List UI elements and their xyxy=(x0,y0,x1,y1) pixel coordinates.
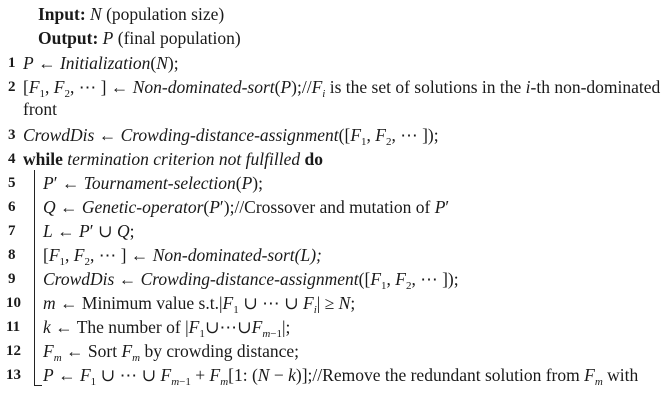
line-text: by crowding distance; xyxy=(140,341,300,361)
line-text: The number of xyxy=(72,317,186,337)
line-number: 13 xyxy=(6,367,21,383)
algo-line-10: m ← Minimum value $s.t.|F_1$ ∪ ⋯ ∪ $F_i| \ge N$; xyxy=(43,293,356,316)
output-label: Output: xyxy=(38,28,99,48)
output-desc: (final population) xyxy=(113,28,241,48)
algo-line-2-cont: front xyxy=(23,99,58,119)
func-genetic-operator: Genetic-operator xyxy=(81,197,204,217)
func-tournament-selection: Tournament-selection xyxy=(83,173,236,193)
input-label: Input: xyxy=(38,4,86,24)
line-number: 9 xyxy=(8,271,16,287)
comment-text: -th non-dominated xyxy=(530,77,661,97)
line-number: 6 xyxy=(8,199,16,215)
algo-line-11: k ← The number of $|F_1\cup\cdots\cup F_{m-1}|$; xyxy=(43,317,291,340)
line-text: Minimum value s.t. xyxy=(77,293,219,313)
input-desc: (population size) xyxy=(101,4,225,24)
line-number: 12 xyxy=(6,343,21,359)
comment-text: //Remove the redundant solution from xyxy=(312,365,585,385)
line-number: 1 xyxy=(8,55,16,71)
loop-condition: termination criterion not fulfilled xyxy=(67,149,301,169)
input-var: N xyxy=(90,4,102,24)
output-line xyxy=(38,27,241,49)
var-crowddis: CrowdDis xyxy=(43,269,115,289)
algo-line-6: Q ← Genetic-operator(P′);//Crossover and mutation of P′ xyxy=(43,197,450,217)
func-crowding-distance: Crowding-distance-assignment xyxy=(120,125,339,145)
comment-text: is the set of solutions in the xyxy=(325,77,526,97)
comment-text: with xyxy=(602,365,639,385)
algo-line-7: L ← P′ ∪ Q; xyxy=(43,221,135,241)
algo-line-13: P ← $F_1$ ∪ ⋯ ∪ $F_{m-1} + F_m[1$: (N − k)];//Remove the redundant solution from $F_m$ with xyxy=(43,365,639,388)
line-number: 2 xyxy=(8,79,16,95)
var-crowddis: CrowdDis xyxy=(23,125,95,145)
algo-line-9: CrowdDis ← Crowding-$distance-assignment([F_1$, $F_2$, ⋯ ]); xyxy=(43,269,459,292)
input-line xyxy=(38,3,224,25)
line-number: 8 xyxy=(8,247,16,263)
line-number: 5 xyxy=(8,175,16,191)
func-initialization: Initialization xyxy=(59,53,151,73)
keyword-while: while xyxy=(23,149,63,169)
func-crowding-distance: Crowding-distance-assignment xyxy=(140,269,359,289)
algo-line-12: $F_m$ ← Sort $F_m$ by crowding distance; xyxy=(43,341,300,364)
keyword-do: do xyxy=(304,149,323,169)
block-bar xyxy=(34,170,35,385)
line-number: 4 xyxy=(8,151,16,167)
line-number: 7 xyxy=(8,223,16,239)
output-var: P xyxy=(102,28,114,48)
block-bar-end xyxy=(34,385,42,386)
algo-line-3: CrowdDis ← Crowding-$distance-assignment([F_1$, $F_2$, ⋯ ]); xyxy=(23,125,439,148)
comment-text: //Crossover and mutation of xyxy=(234,197,435,217)
line-number: 10 xyxy=(6,295,21,311)
func-non-dominated-sort: Non-dominated-sort xyxy=(152,245,295,265)
line-number: 3 xyxy=(8,127,16,143)
line-text: Sort xyxy=(83,341,122,361)
func-non-dominated-sort: Non-dominated-sort xyxy=(132,77,275,97)
algo-line-5: P′ ← Tournament-selection(P); xyxy=(43,173,263,193)
line-number: 11 xyxy=(6,319,21,335)
algo-line-8: [$F_1$, $F_2$, ⋯ ] ← Non-dominated-sort(L); xyxy=(43,245,322,268)
algo-line-4 xyxy=(23,148,323,170)
algo-line-1: P ← Initialization(N); xyxy=(23,53,179,73)
algo-line-2: [$F_1$, $F_2$, ⋯ ] ← Non-$dominated-sort(P);//F_i$ is the set of solutions in the i-th non-dominated xyxy=(23,77,661,100)
